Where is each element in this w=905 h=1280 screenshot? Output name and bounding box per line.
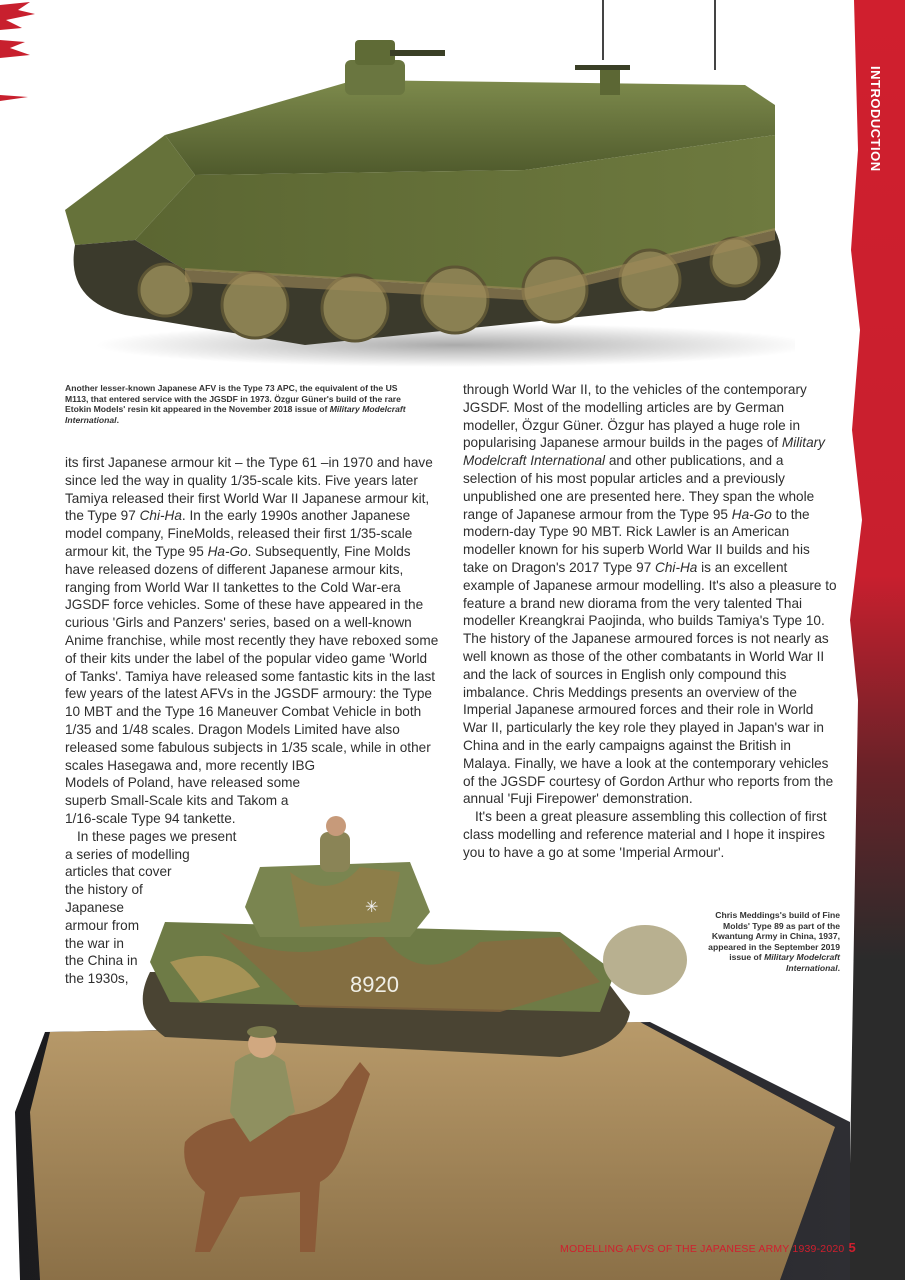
tank-leaf-marking: ✳ bbox=[365, 899, 379, 916]
text-line: 1/16-scale Type 94 tankette. bbox=[65, 810, 236, 826]
tank-number-marking: 8920 bbox=[350, 972, 399, 997]
text-line: Models of Poland, have released some bbox=[65, 775, 301, 791]
brush-decoration bbox=[0, 0, 40, 170]
photo-caption-top: Another lesser-known Japanese AFV is the Type 73 APC, the equivalent of the US M113, that entered service with the JGSDF in 1973. Özgur Güner's build of the rare Etokin Models' resin kit appeared in the November 2018 issue of Military Modelcraft International. bbox=[65, 383, 406, 425]
text-line: the 1930s, bbox=[65, 971, 129, 987]
footer-title: MODELLING AFVS OF THE JAPANESE ARMY 1939-2020 bbox=[560, 1243, 845, 1255]
paragraph: It's been a great pleasure assembling this collection of first class modelling and reference material and I hope it inspires you to have a go at some 'Imperial Armour'. bbox=[463, 809, 827, 860]
text-line: armour from bbox=[65, 917, 140, 933]
article-column-right bbox=[463, 381, 838, 862]
text-line: the history of bbox=[65, 882, 143, 898]
text-line: a series of modelling bbox=[65, 846, 190, 862]
section-label: INTRODUCTION bbox=[868, 66, 883, 172]
paragraph: through World War II, to the vehicles of the contemporary JGSDF. Most of the modelling articles are by German modeller, Özgur Güner. Özgur has played a huge role in popularising Japanese armour builds in the pages of Military Modelcraft International and other publications, and a selection of his most popular articles and a previously unpublished one are presented here. They span the whole range of Japanese armour from the Type 95 Ha-Go to the modern-day Type 90 MBT. Rick Lawler is an American modeller known for his superb World War II builds and his take on Dragon's 2017 Type 97 Chi-Ha is an excellent example of Japanese armour modelling. It's also a pleasure to feature a brand new diorama from the very talented Thai modeller Kreangkrai Paojinda, who builds Tamiya's Type 10. The history of the Japanese armoured forces is not nearly as well known as those of the other combatants in World War II and the lack of sources in English only compound this imbalance. Chris Meddings presents an overview of the Imperial Japanese armoured forces and their role in World War II, particularly the key role they played in Japan's war in China and in the early campaigns against the British in Malaya. Finally, we have a look at the contemporary vehicles of the JGSDF courtesy of Gordon Arthur who reports from the annual 'Fuji Firepower' demonstration. bbox=[463, 382, 837, 807]
text-line: In these pages we present bbox=[77, 828, 237, 844]
text-line: articles that cover bbox=[65, 864, 172, 880]
text-line: the China in bbox=[65, 953, 138, 969]
type73-apc-photo bbox=[55, 0, 795, 372]
photo-caption-right: Chris Meddings's build of Fine Molds' Type 89 as part of the Kwantung Army in China, 1937, appeared in the September 2019 issue of Military Modelcraft International. bbox=[708, 910, 840, 973]
text-line: Japanese bbox=[65, 899, 124, 915]
paragraph: its first Japanese armour kit – the Type 61 –in 1970 and have since led the way in quality 1/35-scale kits. Five years later Tamiya released their first World War II Japanese armour kit, the Type 97 Chi-Ha. In the early 1990s another Japanese model company, FineMolds, released their first 1/35-scale armour kit, the Type 95 Ha-Go. Subsequently, Fine Molds have released dozens of different Japanese armour kits, ranging from World War II tankettes to the Cold War-era JGSDF force vehicles. Some of these have appeared in the curious 'Girls and Panzers' series, based on a well-known Anime franchise, while most recently they have reboxed some of their kits under the label of the popular video game 'World of Tanks'. Tamiya have released some fantastic kits in the last few years of the latest AFVs in the JGSDF armoury: the Type 10 MBT and the Type 16 Maneuver Combat Vehicle in both 1/35 and 1/48 scales. Dragon Models Limited have also released some fabulous subjects in 1/35 scale, while in other scales Hasegawa and, more recently IBG bbox=[65, 455, 439, 773]
page-number: 5 bbox=[848, 1240, 856, 1255]
text-line: superb Small-Scale kits and Takom a bbox=[65, 793, 289, 809]
article-column-left bbox=[65, 454, 440, 988]
page-footer bbox=[560, 1240, 856, 1260]
text-line: the war in bbox=[65, 935, 124, 951]
